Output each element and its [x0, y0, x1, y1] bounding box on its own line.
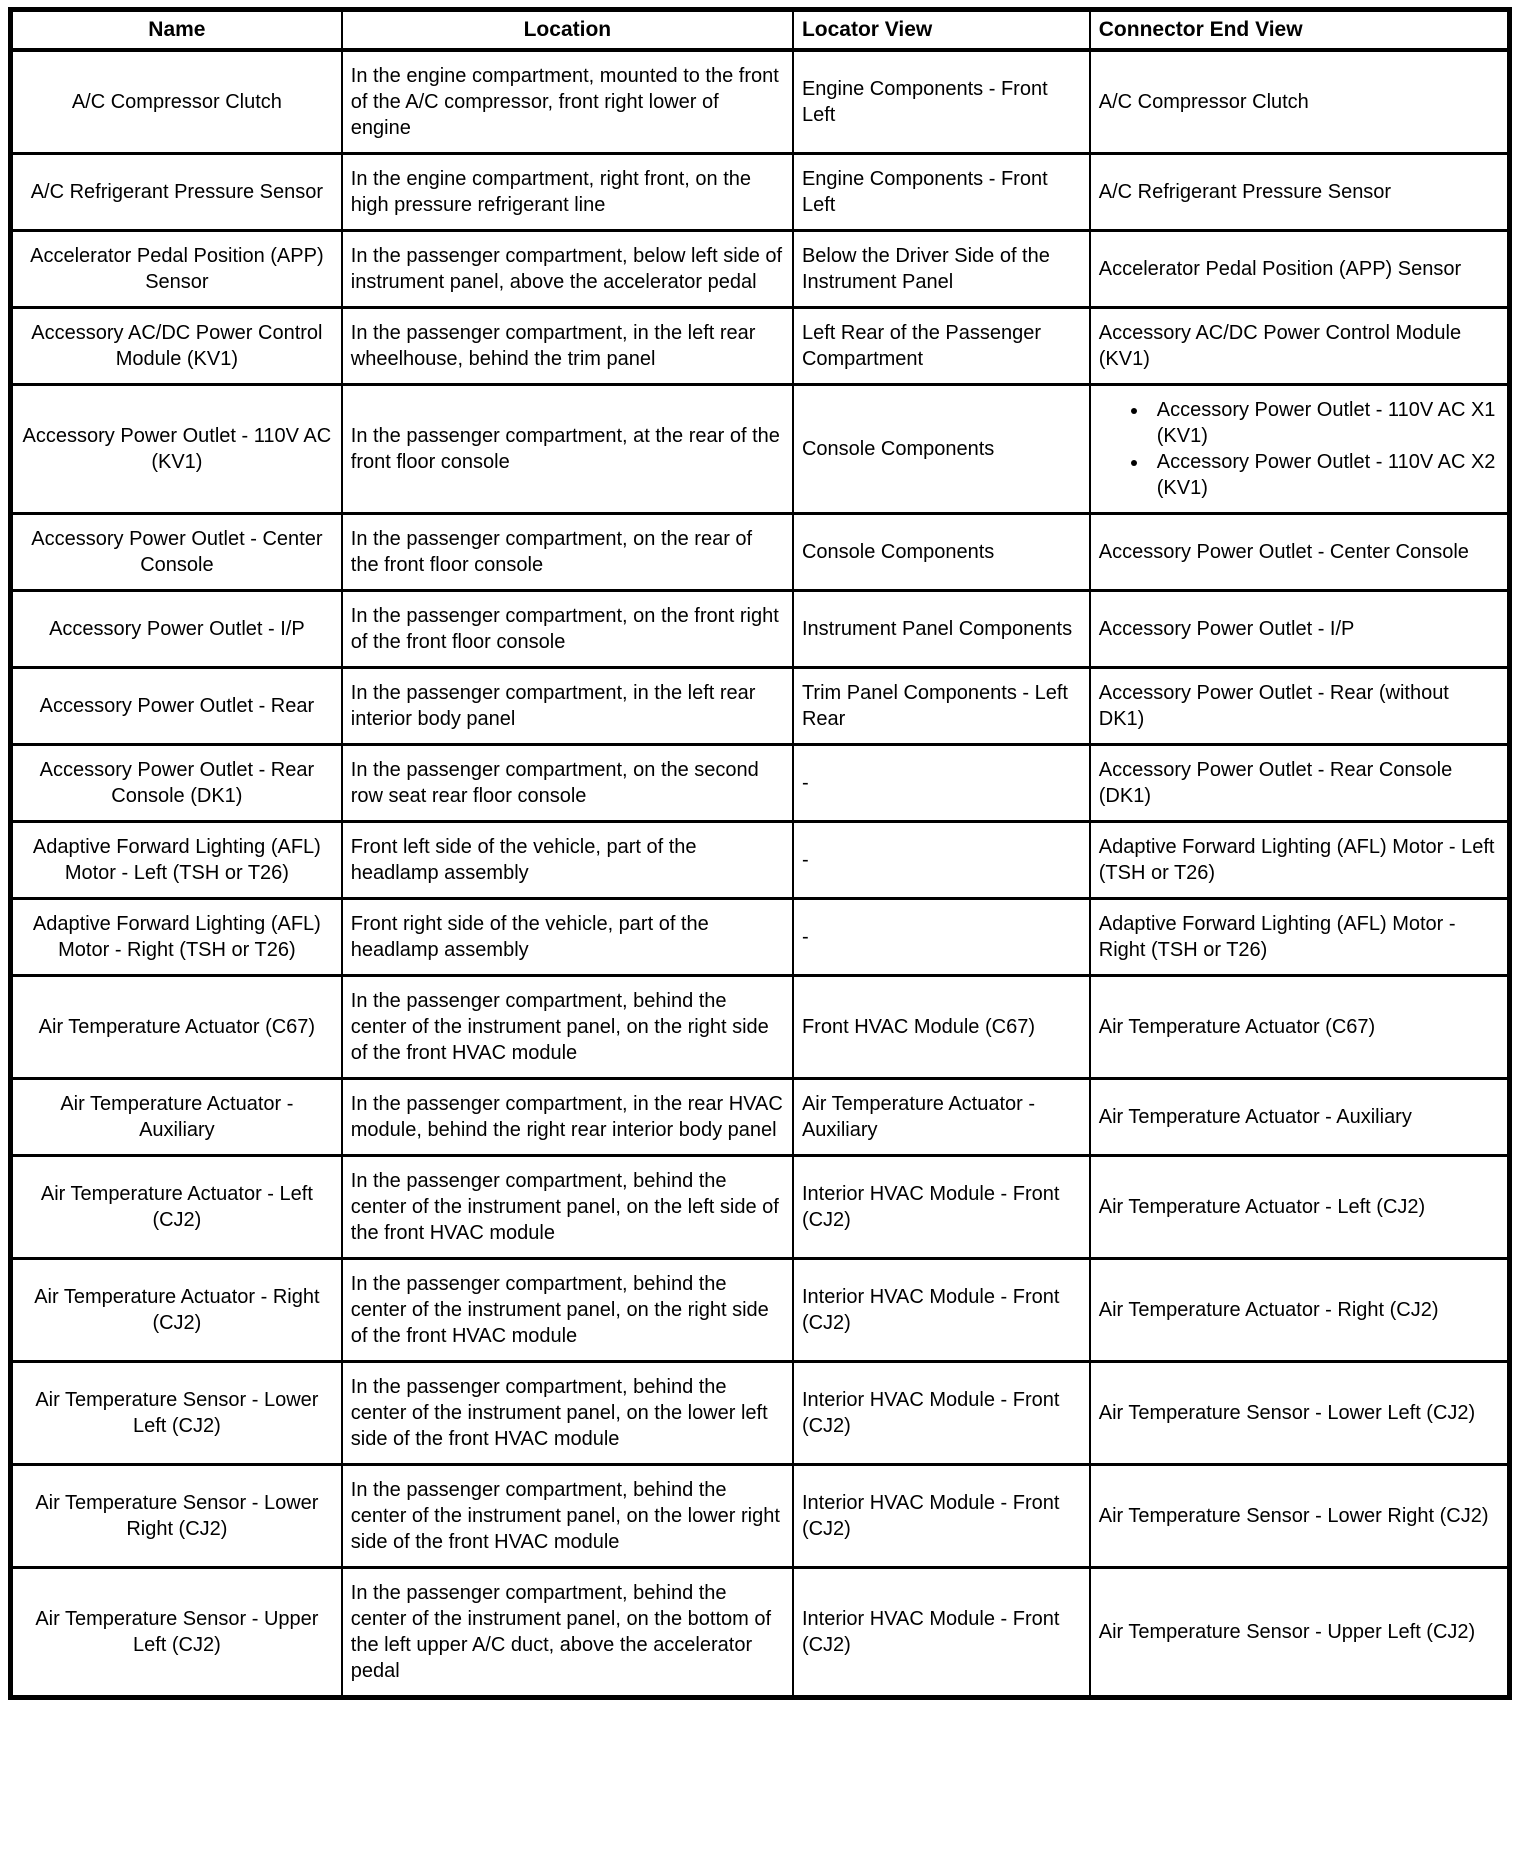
- table-row: [11, 591, 1510, 668]
- table-row: [11, 1362, 1510, 1465]
- connector-end-view-cell: Air Temperature Sensor - Upper Left (CJ2): [1090, 1568, 1510, 1698]
- table-row: [11, 822, 1510, 899]
- name-cell: A/C Compressor Clutch: [11, 50, 342, 154]
- name-cell: Air Temperature Sensor - Upper Left (CJ2): [11, 1568, 342, 1698]
- connector-end-view-cell: Air Temperature Actuator - Auxiliary: [1090, 1079, 1510, 1156]
- locator-view-cell: Interior HVAC Module - Front (CJ2): [793, 1568, 1090, 1698]
- location-cell: In the passenger compartment, in the rear HVAC module, behind the right rear interior body panel: [342, 1079, 793, 1156]
- location-cell: In the passenger compartment, at the rear of the front floor console: [342, 385, 793, 514]
- locator-view-cell: Left Rear of the Passenger Compartment: [793, 308, 1090, 385]
- connector-end-view-cell: Adaptive Forward Lighting (AFL) Motor - Right (TSH or T26): [1090, 899, 1510, 976]
- connector-end-view-cell: Accelerator Pedal Position (APP) Sensor: [1090, 231, 1510, 308]
- name-cell: Adaptive Forward Lighting (AFL) Motor - Left (TSH or T26): [11, 822, 342, 899]
- location-cell: In the passenger compartment, behind the center of the instrument panel, on the left side of the front HVAC module: [342, 1156, 793, 1259]
- location-cell: In the passenger compartment, behind the center of the instrument panel, on the lower right side of the front HVAC module: [342, 1465, 793, 1568]
- name-cell: Adaptive Forward Lighting (AFL) Motor - Right (TSH or T26): [11, 899, 342, 976]
- connector-end-view-cell: Accessory Power Outlet - Center Console: [1090, 514, 1510, 591]
- connector-end-view-cell: Air Temperature Actuator - Right (CJ2): [1090, 1259, 1510, 1362]
- name-cell: Accessory Power Outlet - Rear Console (DK1): [11, 745, 342, 822]
- connector-end-view-cell: A/C Compressor Clutch: [1090, 50, 1510, 154]
- table-row: [11, 1259, 1510, 1362]
- connector-end-view-cell: Air Temperature Actuator - Left (CJ2): [1090, 1156, 1510, 1259]
- table-row: [11, 1156, 1510, 1259]
- location-cell: In the passenger compartment, on the front right of the front floor console: [342, 591, 793, 668]
- locator-view-cell: Below the Driver Side of the Instrument Panel: [793, 231, 1090, 308]
- column-header-locator-view: Locator View: [793, 10, 1090, 51]
- location-cell: In the passenger compartment, in the left rear wheelhouse, behind the trim panel: [342, 308, 793, 385]
- name-cell: Accessory Power Outlet - Center Console: [11, 514, 342, 591]
- location-cell: In the passenger compartment, behind the center of the instrument panel, on the lower left side of the front HVAC module: [342, 1362, 793, 1465]
- table-row: [11, 154, 1510, 231]
- table-row: [11, 745, 1510, 822]
- location-cell: In the passenger compartment, behind the center of the instrument panel, on the right side of the front HVAC module: [342, 976, 793, 1079]
- location-cell: In the engine compartment, right front, on the high pressure refrigerant line: [342, 154, 793, 231]
- location-cell: In the engine compartment, mounted to the front of the A/C compressor, front right lower of engine: [342, 50, 793, 154]
- location-cell: In the passenger compartment, on the rear of the front floor console: [342, 514, 793, 591]
- connector-end-view-cell: Air Temperature Sensor - Lower Left (CJ2): [1090, 1362, 1510, 1465]
- column-header-location: Location: [342, 10, 793, 51]
- location-cell: Front left side of the vehicle, part of the headlamp assembly: [342, 822, 793, 899]
- locator-view-cell: Engine Components - Front Left: [793, 154, 1090, 231]
- location-cell: In the passenger compartment, below left side of instrument panel, above the accelerator pedal: [342, 231, 793, 308]
- table-row: [11, 308, 1510, 385]
- location-cell: Front right side of the vehicle, part of the headlamp assembly: [342, 899, 793, 976]
- connector-end-view-cell: Air Temperature Actuator (C67): [1090, 976, 1510, 1079]
- locator-view-cell: Front HVAC Module (C67): [793, 976, 1090, 1079]
- locator-view-cell: -: [793, 745, 1090, 822]
- header-row: [11, 10, 1510, 51]
- connector-end-view-list: [1099, 397, 1499, 501]
- table-row: [11, 50, 1510, 154]
- name-cell: A/C Refrigerant Pressure Sensor: [11, 154, 342, 231]
- column-header-name: Name: [11, 10, 342, 51]
- connector-end-view-cell: Accessory Power Outlet - Rear Console (DK1): [1090, 745, 1510, 822]
- name-cell: Accelerator Pedal Position (APP) Sensor: [11, 231, 342, 308]
- name-cell: Air Temperature Actuator (C67): [11, 976, 342, 1079]
- connector-end-view-cell: Accessory Power Outlet - Rear (without DK1): [1090, 668, 1510, 745]
- name-cell: Air Temperature Actuator - Auxiliary: [11, 1079, 342, 1156]
- name-cell: Accessory Power Outlet - 110V AC (KV1): [11, 385, 342, 514]
- name-cell: Accessory Power Outlet - I/P: [11, 591, 342, 668]
- locator-view-cell: Air Temperature Actuator - Auxiliary: [793, 1079, 1090, 1156]
- connector-end-view-cell: [1090, 385, 1510, 514]
- table-row: [11, 231, 1510, 308]
- connector-location-table: [8, 7, 1512, 1700]
- locator-view-cell: Console Components: [793, 385, 1090, 514]
- name-cell: Air Temperature Actuator - Left (CJ2): [11, 1156, 342, 1259]
- locator-view-cell: Interior HVAC Module - Front (CJ2): [793, 1465, 1090, 1568]
- name-cell: Accessory AC/DC Power Control Module (KV1): [11, 308, 342, 385]
- location-cell: In the passenger compartment, in the left rear interior body panel: [342, 668, 793, 745]
- name-cell: Accessory Power Outlet - Rear: [11, 668, 342, 745]
- table-row: [11, 1568, 1510, 1698]
- locator-view-cell: Trim Panel Components - Left Rear: [793, 668, 1090, 745]
- name-cell: Air Temperature Sensor - Lower Right (CJ2): [11, 1465, 342, 1568]
- column-header-connector-end-view: Connector End View: [1090, 10, 1510, 51]
- locator-view-cell: Interior HVAC Module - Front (CJ2): [793, 1156, 1090, 1259]
- list-item: • Accessory Power Outlet - 110V AC X2 (KV1): [1149, 449, 1499, 501]
- table-row: [11, 976, 1510, 1079]
- connector-end-view-cell: Accessory AC/DC Power Control Module (KV1): [1090, 308, 1510, 385]
- name-cell: Air Temperature Sensor - Lower Left (CJ2): [11, 1362, 342, 1465]
- table-row: [11, 899, 1510, 976]
- connector-end-view-cell: Air Temperature Sensor - Lower Right (CJ2): [1090, 1465, 1510, 1568]
- table-row: [11, 1079, 1510, 1156]
- table-row: [11, 514, 1510, 591]
- location-cell: In the passenger compartment, behind the center of the instrument panel, on the right side of the front HVAC module: [342, 1259, 793, 1362]
- locator-view-cell: -: [793, 822, 1090, 899]
- locator-view-cell: Interior HVAC Module - Front (CJ2): [793, 1259, 1090, 1362]
- table-row: [11, 668, 1510, 745]
- table-row: [11, 385, 1510, 514]
- locator-view-cell: Interior HVAC Module - Front (CJ2): [793, 1362, 1090, 1465]
- locator-view-cell: Console Components: [793, 514, 1090, 591]
- location-cell: In the passenger compartment, behind the center of the instrument panel, on the bottom of the left upper A/C duct, above the accelerator pedal: [342, 1568, 793, 1698]
- connector-end-view-cell: Adaptive Forward Lighting (AFL) Motor - Left (TSH or T26): [1090, 822, 1510, 899]
- locator-view-cell: Instrument Panel Components: [793, 591, 1090, 668]
- list-item: • Accessory Power Outlet - 110V AC X1 (KV1): [1149, 397, 1499, 449]
- location-cell: In the passenger compartment, on the second row seat rear floor console: [342, 745, 793, 822]
- name-cell: Air Temperature Actuator - Right (CJ2): [11, 1259, 342, 1362]
- connector-end-view-cell: A/C Refrigerant Pressure Sensor: [1090, 154, 1510, 231]
- connector-end-view-cell: Accessory Power Outlet - I/P: [1090, 591, 1510, 668]
- locator-view-cell: -: [793, 899, 1090, 976]
- table-row: [11, 1465, 1510, 1568]
- locator-view-cell: Engine Components - Front Left: [793, 50, 1090, 154]
